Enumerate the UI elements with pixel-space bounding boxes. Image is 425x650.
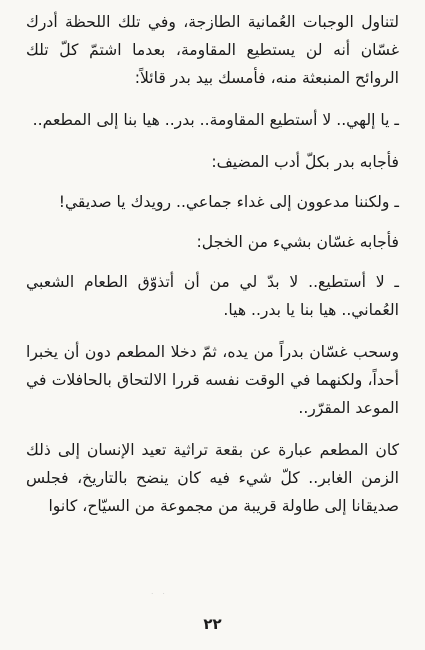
page-body bbox=[26, 8, 399, 520]
page-number: ٢٢ bbox=[203, 615, 222, 633]
paragraph-3: فأجابه بدر بكلّ أدب المضيف: bbox=[211, 153, 399, 171]
faint-ornament: ˙ ˙ bbox=[150, 593, 168, 603]
paragraph-5: فأجابه غسّان بشيء من الخجل: bbox=[196, 233, 399, 251]
paragraph-8: كان المطعم عبارة عن بقعة تراثية تعيد الإنسان إلى ذلك الزمن الغابر.. كلّ شيء فيه كان ينضح بالتاريخ، فجلس صديقانا إلى طاولة قريبة من مجموعة من السيّاح، كانوا bbox=[26, 441, 399, 515]
paragraph-2: ـ يا إلهي.. لا أستطيع المقاومة.. بدر.. هيا بنا إلى المطعم.. bbox=[32, 111, 399, 129]
paragraph-7: وسحب غسّان بدراً من يده، ثمّ دخلا المطعم دون أن يخبرا أحداً، ولكنهما في الوقت نفسه قررا الالتحاق بالحافلات في الموعد المقرّر.. bbox=[26, 343, 399, 417]
paragraph-4: ـ ولكننا مدعوون إلى غداء جماعي.. رويدك يا صديقي! bbox=[58, 193, 399, 211]
paragraph-6: ـ لا أستطيع.. لا بدّ لي من أن أتذوّق الطعام الشعبي العُماني.. هيا بنا يا بدر.. هيا. bbox=[26, 273, 399, 319]
paragraph-1: لتناول الوجبات العُمانية الطازجة، وفي تلك اللحظة أدرك غسّان أنه لن يستطيع المقاومة، بعدما اشتمّ كلّ تلك الروائح المنبعثة منه، فأمسك بيد بدر قائلاً: bbox=[26, 13, 399, 87]
